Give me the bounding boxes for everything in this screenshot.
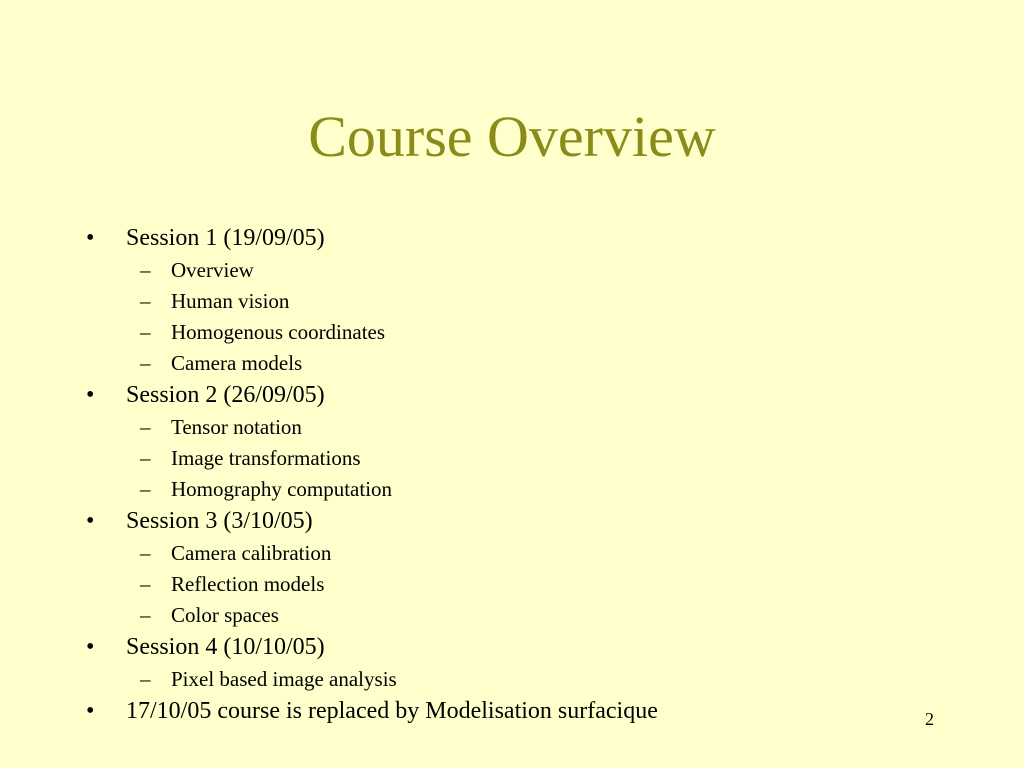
dash-icon: – [140, 572, 151, 596]
dash-icon: – [140, 320, 151, 344]
session-heading [0, 505, 1024, 538]
topic-label: Camera calibration [171, 541, 332, 565]
topic-item [0, 474, 1024, 505]
topic-label: Homogenous coordinates [171, 320, 386, 344]
topic-label: Human vision [171, 289, 290, 313]
topic-label: Color spaces [171, 603, 279, 627]
topic-item [0, 286, 1024, 317]
dash-icon: – [140, 477, 151, 501]
final-note-text: 17/10/05 course is replaced by Modelisation surfacique [126, 698, 658, 724]
final-note [0, 695, 1024, 728]
page-number: 2 [925, 709, 934, 729]
topic-label: Reflection models [171, 572, 325, 596]
bullet-icon: • [86, 698, 95, 724]
session-1 [0, 222, 1024, 379]
session-2 [0, 379, 1024, 505]
topic-label: Camera models [171, 351, 303, 375]
topic-item [0, 569, 1024, 600]
topic-item [0, 443, 1024, 474]
topic-item [0, 600, 1024, 631]
topic-label: Homography computation [171, 477, 393, 501]
slide-title: Course Overview [308, 104, 716, 169]
session-label: Session 2 (26/09/05) [126, 382, 325, 408]
topic-item [0, 255, 1024, 286]
bullet-icon: • [86, 634, 95, 660]
dash-icon: – [140, 258, 151, 282]
session-4 [0, 631, 1024, 695]
topic-label: Pixel based image analysis [171, 667, 397, 691]
session-3 [0, 505, 1024, 631]
dash-icon: – [140, 351, 151, 375]
session-heading [0, 222, 1024, 255]
topic-label: Tensor notation [171, 415, 302, 439]
topic-item [0, 317, 1024, 348]
dash-icon: – [140, 667, 151, 691]
bullet-icon: • [86, 225, 95, 251]
session-label: Session 4 (10/10/05) [126, 634, 325, 660]
topic-item [0, 412, 1024, 443]
topic-label: Image transformations [171, 446, 361, 470]
bullet-icon: • [86, 382, 95, 408]
dash-icon: – [140, 446, 151, 470]
topic-label: Overview [171, 258, 254, 282]
dash-icon: – [140, 541, 151, 565]
topic-item [0, 664, 1024, 695]
session-label: Session 3 (3/10/05) [126, 508, 313, 534]
session-heading [0, 379, 1024, 412]
dash-icon: – [140, 603, 151, 627]
session-heading [0, 631, 1024, 664]
topic-item [0, 348, 1024, 379]
slide-content [0, 222, 1024, 728]
topic-item [0, 538, 1024, 569]
dash-icon: – [140, 289, 151, 313]
bullet-icon: • [86, 508, 95, 534]
session-label: Session 1 (19/09/05) [126, 225, 325, 251]
dash-icon: – [140, 415, 151, 439]
